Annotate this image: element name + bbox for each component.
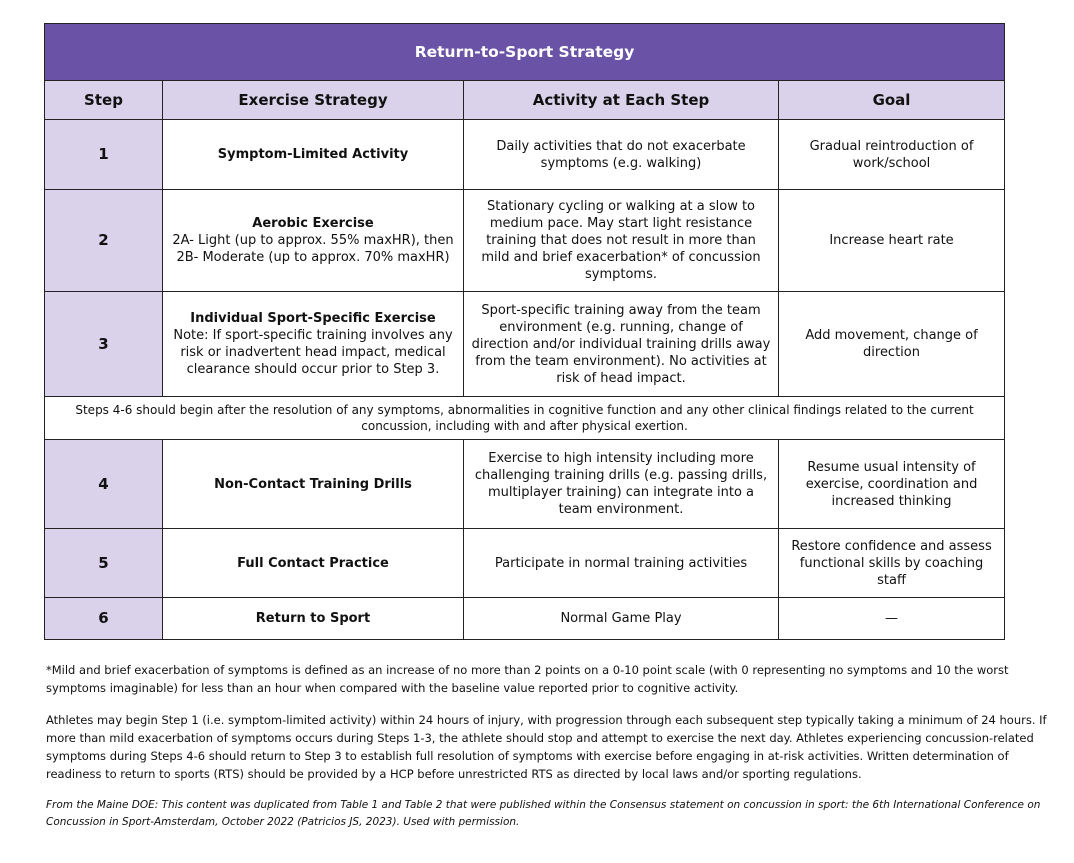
activity-cell: Normal Game Play bbox=[464, 598, 779, 640]
exacerbation-footnote: *Mild and brief exacerbation of symptoms is defined as an increase of no more than 2 points on a 0-10 point scale (with 0 representing no symptoms and 10 the worst symptoms imaginable) for less than an hour when compared with the baseline value reported prior to cognitive activity. bbox=[46, 663, 1009, 695]
activity-cell: Stationary cycling or walking at a slow to medium pace. May start light resistance training that does not result in more than mild and brief exacerbation* of concussion symptoms. bbox=[464, 190, 779, 292]
column-header-step: Step bbox=[45, 81, 163, 120]
strategy-title: Symptom-Limited Activity bbox=[217, 147, 409, 162]
strategy-title: Non-Contact Training Drills bbox=[214, 476, 412, 492]
strategy-title: Individual Sport-Specific Exercise bbox=[190, 311, 436, 326]
table-row-step-5 bbox=[45, 529, 1005, 598]
step-number: 5 bbox=[45, 529, 163, 598]
goal-cell: Resume usual intensity of exercise, coordination and increased thinking bbox=[779, 440, 1005, 529]
table-row-step-1 bbox=[45, 120, 1005, 190]
step-number: 2 bbox=[45, 190, 163, 292]
column-header-exercise-strategy: Exercise Strategy bbox=[163, 81, 464, 120]
column-header-goal: Goal bbox=[779, 81, 1005, 120]
column-header-activity: Activity at Each Step bbox=[464, 81, 779, 120]
strategy-detail: Note: If sport-specific training involves any risk or inadvertent head impact, medical clearance should occur prior to Step 3. bbox=[173, 328, 453, 377]
footnotes bbox=[46, 661, 1058, 845]
goal-cell: — bbox=[779, 598, 1005, 640]
activity-cell: Sport-specific training away from the team environment (e.g. running, change of direction and/or individual training drills away from the team environment). No activities at risk of head impact. bbox=[464, 292, 779, 397]
goal-cell: Gradual reintroduction of work/school bbox=[779, 120, 1005, 190]
exercise-strategy-cell bbox=[163, 440, 464, 529]
table-row-step-4 bbox=[45, 440, 1005, 529]
step-number: 6 bbox=[45, 598, 163, 640]
step-number: 4 bbox=[45, 440, 163, 529]
activity-cell: Exercise to high intensity including more challenging training drills (e.g. passing drills, multiplayer training) can integrate into a team environment. bbox=[464, 440, 779, 529]
exercise-strategy-cell bbox=[163, 529, 464, 598]
goal-cell: Add movement, change of direction bbox=[779, 292, 1005, 397]
steps-4-6-note-row bbox=[45, 397, 1005, 440]
table-title: Return-to-Sport Strategy bbox=[45, 24, 1005, 81]
exercise-strategy-cell bbox=[163, 292, 464, 397]
table-row-step-3 bbox=[45, 292, 1005, 397]
exercise-strategy-cell bbox=[163, 120, 464, 190]
exercise-strategy-cell bbox=[163, 598, 464, 640]
step-number: 1 bbox=[45, 120, 163, 190]
strategy-title: Full Contact Practice bbox=[237, 555, 389, 571]
exercise-strategy-cell bbox=[163, 190, 464, 292]
strategy-title: Return to Sport bbox=[255, 611, 371, 626]
table-row-step-6 bbox=[45, 598, 1005, 640]
activity-cell: Participate in normal training activities bbox=[464, 529, 779, 598]
goal-cell: Increase heart rate bbox=[779, 190, 1005, 292]
goal-cell: Restore confidence and assess functional skills by coaching staff bbox=[779, 529, 1005, 598]
source-citation: From the Maine DOE: This content was duplicated from Table 1 and Table 2 that were published within the Consensus statement on concussion in sport: the 6th International Conference on Concussion in Sport-Amsterdam, October 2022 (Patricios JS, 2023). Used with permission. bbox=[46, 799, 1041, 828]
table-row-step-2 bbox=[45, 190, 1005, 292]
table-title-row bbox=[45, 24, 1005, 81]
return-to-sport-table bbox=[44, 23, 1005, 640]
athletes-paragraph: Athletes may begin Step 1 (i.e. symptom-limited activity) within 24 hours of injury, with progression through each subsequent step typically taking a minimum of 24 hours. If more than mild exacerbation of symptoms occurs during Steps 1-3, the athlete should stop and attempt to exercise the next day. Athletes experiencing concussion-related symptoms during Steps 4-6 should return to Step 3 to establish full resolution of symptoms with exercise before engaging in at-risk activities. Written determination of readiness to return to sports (RTS) should be provided by a HCP before unrestricted RTS as directed by local laws and/or sporting regulations. bbox=[46, 713, 1047, 781]
steps-4-6-note: Steps 4-6 should begin after the resolution of any symptoms, abnormalities in cognitive function and any other clinical findings related to the current concussion, including with and after physical exertion. bbox=[45, 397, 1005, 440]
step-number: 3 bbox=[45, 292, 163, 397]
table-header-row bbox=[45, 81, 1005, 120]
activity-cell: Daily activities that do not exacerbate symptoms (e.g. walking) bbox=[464, 120, 779, 190]
strategy-detail: 2A- Light (up to approx. 55% maxHR), then 2B- Moderate (up to approx. 70% maxHR) bbox=[172, 233, 454, 265]
strategy-title: Aerobic Exercise bbox=[252, 216, 374, 231]
